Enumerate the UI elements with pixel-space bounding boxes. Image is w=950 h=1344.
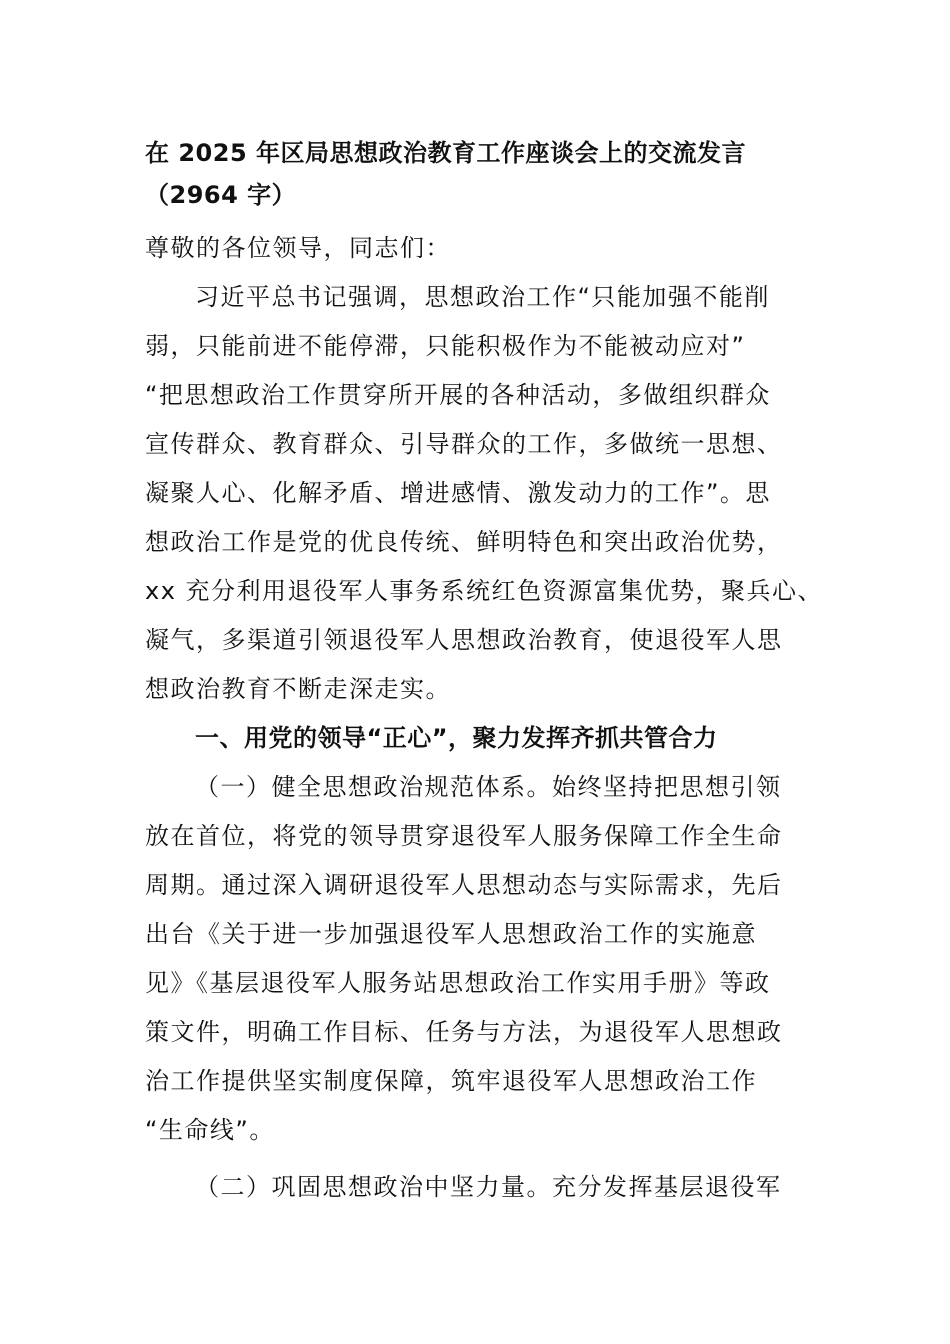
paragraph-line: “生命线”。 xyxy=(145,1116,275,1144)
paragraph-line: 周期。通过深入调研退役军人思想动态与实际需求，先后 xyxy=(145,871,783,899)
paragraph-1 xyxy=(145,273,824,714)
paragraph-line: 放在首位，将党的领导贯穿退役军人服务保障工作全生命 xyxy=(145,822,783,850)
document-title-line-1: 在 2025 年区局思想政治教育工作座谈会上的交流发言 xyxy=(145,139,747,167)
document-body xyxy=(145,132,824,1212)
paragraph-3 xyxy=(145,1163,815,1212)
paragraph-2 xyxy=(145,763,815,1155)
paragraph-line: “把思想政治工作贯穿所开展的各种活动，多做组织群众 xyxy=(145,381,771,409)
paragraph-line: 见》《基层退役军人服务站思想政治工作实用手册》等政 xyxy=(145,969,771,997)
salutation: 尊敬的各位领导，同志们： xyxy=(145,234,451,262)
paragraph-line: 凝气，多渠道引领退役军人思想政治教育，使退役军人思 xyxy=(145,626,783,654)
section-heading-1: 一、用党的领导“正心”，聚力发挥齐抓共管合力 xyxy=(195,724,718,752)
paragraph-line: 策文件，明确工作目标、任务与方法，为退役军人思想政 xyxy=(145,1018,783,1046)
paragraph-gap xyxy=(145,1155,815,1163)
paragraph-line: 想政治教育不断走深走实。 xyxy=(145,675,451,703)
paragraph-line: 宣传群众、教育群众、引导群众的工作，多做统一思想、 xyxy=(145,430,783,458)
paragraph-line: xx 充分利用退役军人事务系统红色资源富集优势，聚兵心、 xyxy=(145,577,824,605)
paragraph-line: （二）巩固思想政治中坚力量。充分发挥基层退役军 xyxy=(195,1173,782,1201)
paragraph-line: 出台《关于进一步加强退役军人思想政治工作的实施意 xyxy=(145,920,757,948)
paragraph-line: （一）健全思想政治规范体系。始终坚持把思想引领 xyxy=(195,773,782,801)
paragraph-line: 习近平总书记强调，思想政治工作“只能加强不能削 xyxy=(195,283,770,311)
paragraph-line: 想政治工作是党的优良传统、鲜明特色和突出政治优势， xyxy=(145,528,783,556)
paragraph-line: 弱，只能前进不能停滞，只能积极作为不能被动应对” xyxy=(145,332,746,360)
document-title-line-2: （2964 字） xyxy=(145,181,297,209)
paragraph-line: 治工作提供坚实制度保障，筑牢退役军人思想政治工作 xyxy=(145,1067,757,1095)
paragraph-line: 凝聚人心、化解矛盾、增进感情、激发动力的工作”。思 xyxy=(145,479,771,507)
